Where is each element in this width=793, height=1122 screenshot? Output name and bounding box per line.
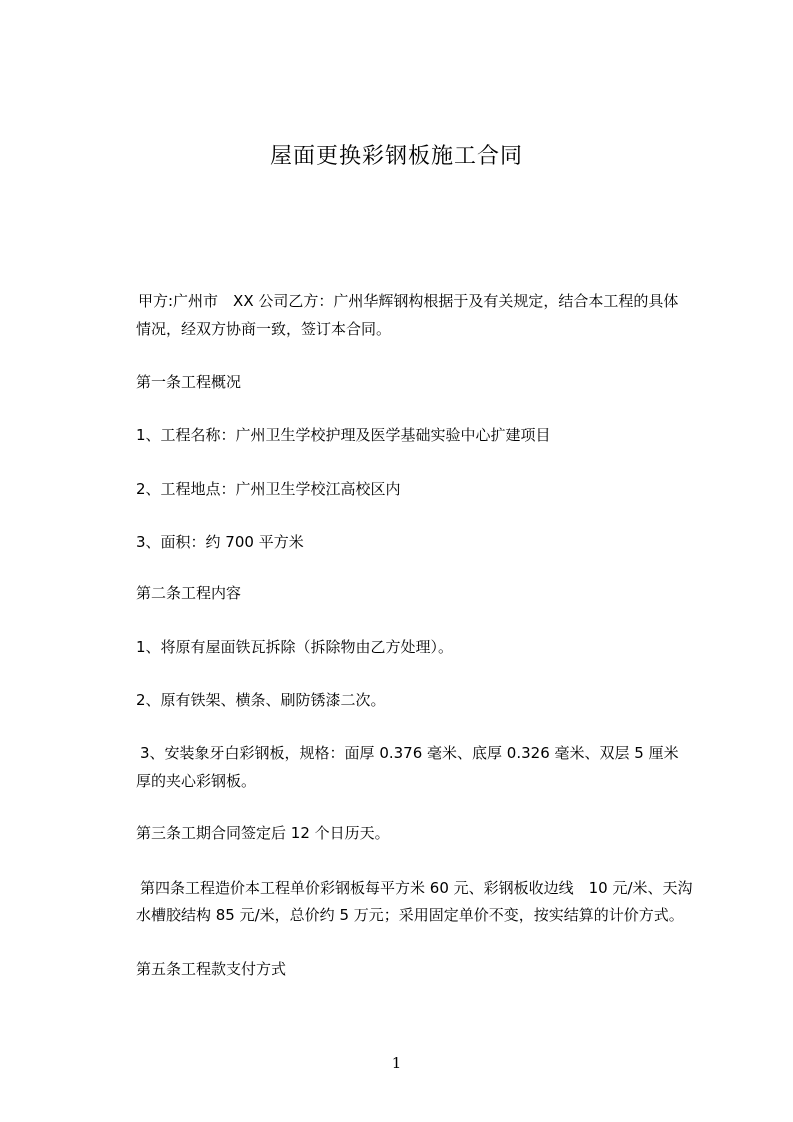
article4-line-1: 第四条工程造价本工程单价彩钢板每平方米 60 元、彩钢板收边线 10 元/米、天沟 (140, 879, 693, 897)
article2-item-2: 2、原有铁架、横条、刷防锈漆二次。 (136, 691, 386, 709)
article2-heading: 第二条工程内容 (136, 584, 242, 602)
intro-line-2: 情况，经双方协商一致，签订本合同。 (136, 320, 392, 338)
document-title: 屋面更换彩钢板施工合同 (269, 144, 523, 169)
article2-item-3-line-2: 厚的夹心彩钢板。 (136, 772, 257, 790)
article2-item-1: 1、将原有屋面铁瓦拆除（拆除物由乙方处理）。 (136, 638, 454, 656)
article1-heading: 第一条工程概况 (136, 373, 242, 391)
article5-heading: 第五条工程款支付方式 (136, 960, 287, 978)
intro-line-1: 甲方:广州市 XX 公司乙方：广州华辉钢构根据于及有关规定，结合本工程的具体 (138, 292, 679, 310)
article3-text: 第三条工期合同签定后 12 个日历天。 (136, 824, 390, 842)
article1-item-1: 1、工程名称：广州卫生学校护理及医学基础实验中心扩建项目 (136, 426, 551, 444)
article1-item-3: 3、面积：约 700 平方米 (136, 533, 304, 551)
article1-item-2: 2、工程地点：广州卫生学校江高校区内 (136, 480, 401, 498)
page-number: 1 (391, 1054, 402, 1072)
article2-item-3-line-1: 3、安装象牙白彩钢板，规格：面厚 0.376 毫米、底厚 0.326 毫米、双层 5 厘米 (140, 744, 679, 762)
article4-line-2: 水槽胶结构 85 元/米，总价约 5 万元；采用固定单价不变，按实结算的计价方式。 (136, 906, 684, 924)
